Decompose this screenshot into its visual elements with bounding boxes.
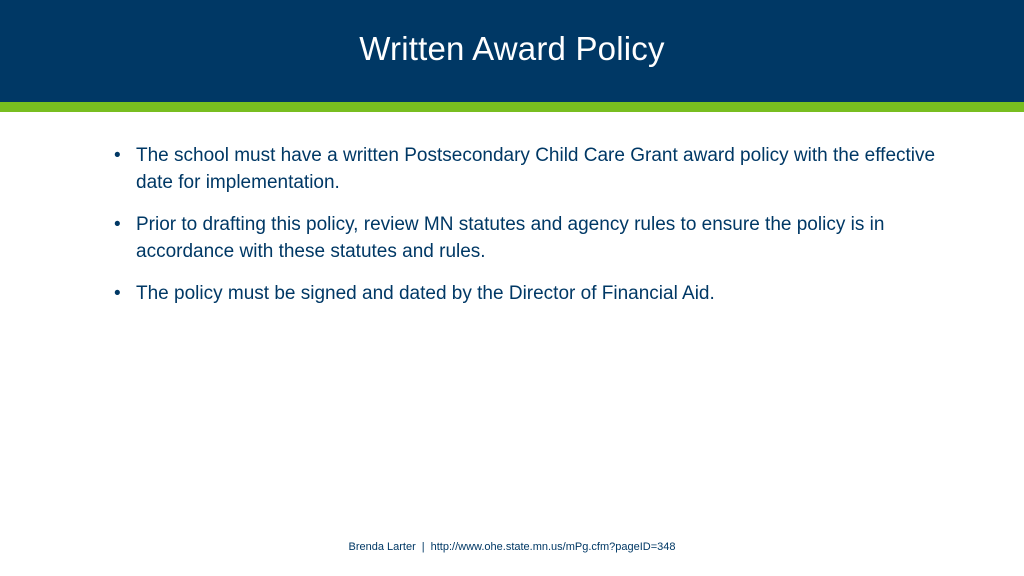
bullet-text: The school must have a written Postsecondary Child Care Grant award policy with the effective date for implementation. [136,145,936,193]
bullet-list [112,142,962,322]
bullet-item [112,142,962,196]
footer-author: Brenda Larter [348,541,416,553]
title-bar [0,0,1024,102]
bullet-icon: • [114,145,121,166]
bullet-text: Prior to drafting this policy, review MN statutes and agency rules to ensure the policy is in accordance with these statutes and rules. [136,214,885,262]
bullet-icon: • [114,283,121,304]
bullet-icon: • [114,214,121,235]
accent-bar [0,102,1024,112]
footer-url[interactable]: http://www.ohe.state.mn.us/mPg.cfm?pageID=348 [430,541,676,553]
footer-separator: | [421,541,425,553]
bullet-text: The policy must be signed and dated by the Director of Financial Aid. [136,283,715,304]
slide-title: Written Award Policy [359,30,665,67]
bullet-item [112,211,962,265]
bullet-item [112,280,962,307]
slide-footer [0,541,1024,553]
